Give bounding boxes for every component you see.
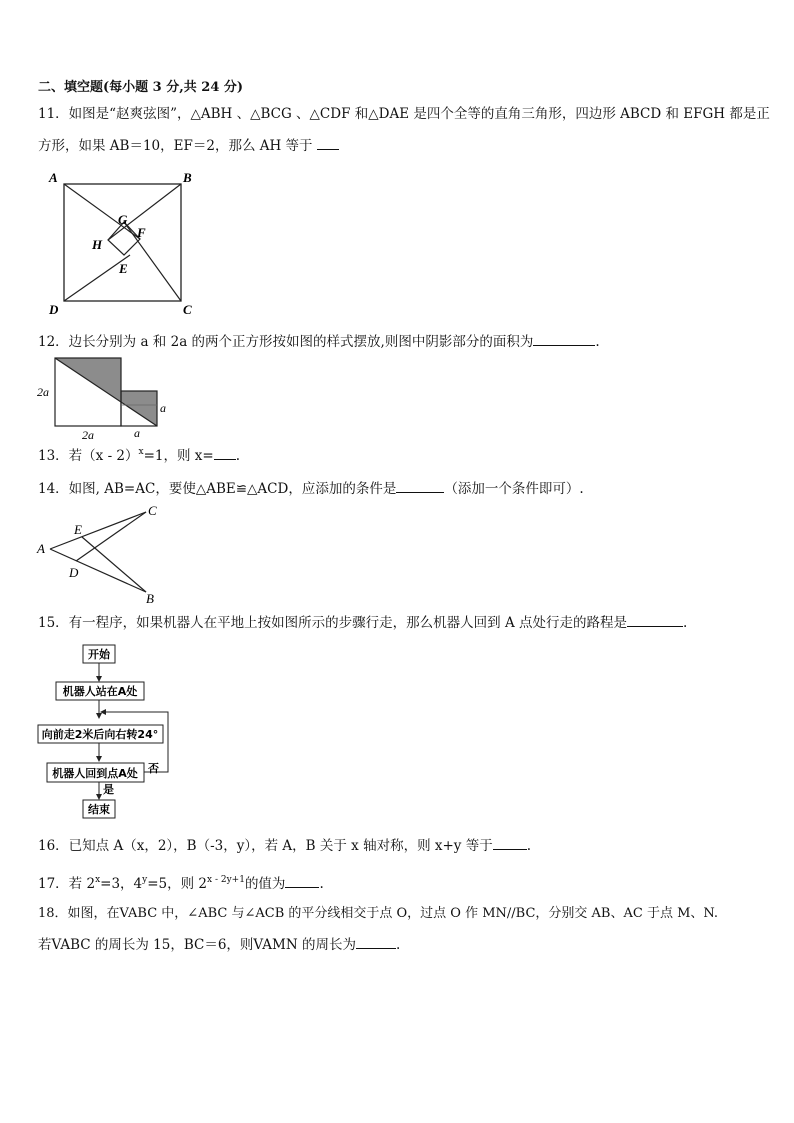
q14-label-c: C: [148, 503, 157, 518]
q16-end: .: [526, 838, 531, 854]
q14-label-d: D: [69, 565, 79, 580]
q11-line2-text: 方形，如果 AB＝10，EF＝2，那么 AH 等于: [38, 138, 313, 154]
flow-decision-label: 机器人回到点A处: [52, 767, 138, 780]
q17-text: [38, 875, 324, 895]
q17-suffix: 的值为: [244, 876, 286, 892]
q17-end: .: [319, 876, 324, 892]
q18-answer-blank[interactable]: [356, 936, 396, 949]
q11-label-f: F: [137, 225, 146, 240]
flow-step1-label: 机器人站在A处: [62, 685, 138, 698]
q11-label-g: G: [118, 212, 128, 227]
q14-label-b: B: [146, 591, 154, 606]
flow-step2-label: 向前走2米后向右转24°: [41, 728, 159, 741]
q16-text: [38, 837, 531, 855]
q18-line1: 18．如图，在VABC 中，∠ABC 与∠ACB 的平分线相交于点 O，过点 O 作 MN//BC，分别交 AB、AC 于点 M、N.: [38, 906, 719, 921]
q14-label-a: A: [37, 541, 45, 556]
q13-exponent: x: [138, 447, 144, 457]
q17-exp1: x: [95, 875, 101, 885]
q15-question: 15．有一程序，如果机器人在平地上按如图所示的步骤行走，那么机器人回到 A 点处行走的路程是: [38, 615, 628, 631]
q11-label-b: B: [183, 170, 192, 185]
q18-end: .: [395, 937, 401, 953]
q14-hint: （添加一个条件即可）.: [444, 481, 584, 497]
q15-end: .: [683, 615, 688, 631]
q17-mid2: =5，则 2: [147, 876, 208, 892]
q12-label-right: a: [160, 401, 166, 415]
flow-start-label: 开始: [88, 648, 110, 661]
q12-label-left: 2a: [37, 385, 49, 399]
q16-answer-blank[interactable]: [493, 837, 527, 850]
q11-label-a: A: [49, 170, 58, 185]
q18-line2: [38, 936, 400, 954]
q16-question: 16．已知点 A（x，2），B（-3，y），若 A，B 关于 x 轴对称，则 x+y 等于: [38, 838, 493, 854]
flow-no-label: 否: [148, 762, 159, 775]
q12-label-bottom-small: a: [134, 426, 140, 440]
q17-prefix: 17．若 2: [38, 876, 96, 892]
q14-question: 14．如图, AB=AC，要使△ABE≌△ACD，应添加的条件是: [38, 481, 397, 497]
q13-prefix: 13．若（x - 2）: [38, 448, 139, 464]
q17-exp3: x - 2y+1: [207, 875, 245, 885]
q17-exp2: y: [142, 875, 148, 885]
flow-end-label: 结束: [88, 803, 110, 816]
q11-label-h: H: [92, 237, 103, 252]
section-title: 二、填空题(每小题 3 分,共 24 分): [38, 80, 244, 95]
q12-question: 12．边长分别为 a 和 2a 的两个正方形按如图的样式摆放,则图中阴影部分的面积为: [38, 334, 534, 350]
q12-end: .: [595, 334, 600, 350]
q13-end: .: [235, 448, 241, 464]
q12-label-bottom-big: 2a: [82, 428, 94, 442]
q11-label-c: C: [183, 302, 192, 317]
q11-label-d: D: [49, 302, 59, 317]
q17-answer-blank[interactable]: [285, 875, 319, 888]
q18-question: 若VABC 的周长为 15，BC＝6，则VAMN 的周长为: [38, 937, 356, 953]
q13-suffix: =1，则 x=: [143, 448, 214, 464]
q11-line1: 11．如图是“赵爽弦图”，△ABH 、△BCG 、△CDF 和△DAE 是四个全等的直角三角形，四边形 ABCD 和 EFGH 都是正: [38, 106, 770, 122]
flow-yes-label: 是: [103, 783, 114, 796]
q17-mid: =3，4: [100, 876, 143, 892]
q14-label-e: E: [74, 522, 82, 537]
q11-label-e: E: [119, 261, 128, 276]
